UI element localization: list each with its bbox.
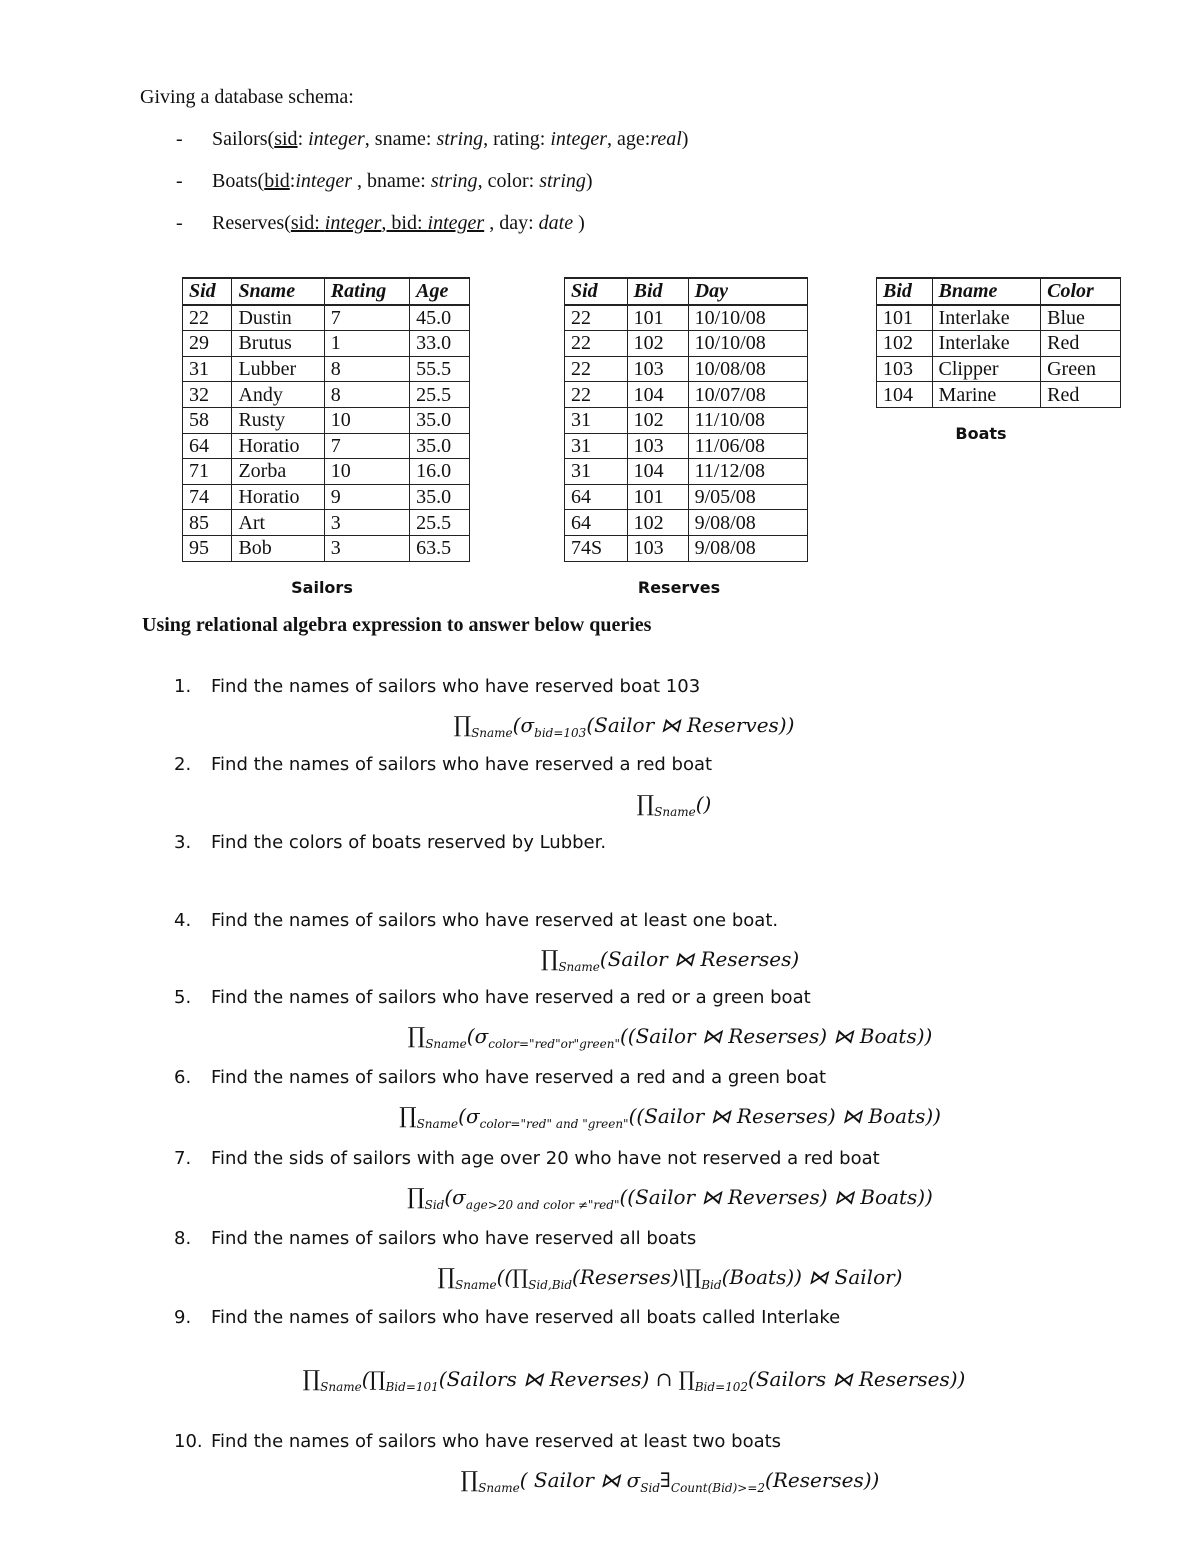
question-number: 8. [174, 1228, 192, 1249]
schema-reserves [176, 212, 585, 235]
question-6 [174, 1067, 826, 1088]
table-row [877, 331, 1121, 357]
boats-header-cell: Bname [932, 278, 1041, 305]
sailors-cell: 35.0 [410, 484, 470, 510]
reserves-cell: 104 [627, 459, 688, 485]
sailors-header-cell: Rating [324, 278, 409, 305]
answer-subscript: Bid [701, 1278, 722, 1292]
boats-cell: Green [1041, 356, 1121, 382]
sailors-cell: 85 [183, 510, 232, 536]
boats-cell: Red [1041, 331, 1121, 357]
answer-expr: (σ [444, 1185, 466, 1209]
sailors-cell: Brutus [232, 331, 324, 357]
answer-expr: (Sailors ⋈ Reserses)) [748, 1367, 966, 1391]
question-number: 2. [174, 754, 192, 775]
answer-6 [0, 1104, 1200, 1131]
schema-type: real [650, 128, 682, 150]
schema-text: : [297, 128, 309, 150]
question-text: Find the names of sailors who have reserved boat 103 [211, 676, 701, 697]
answer-expr: (σ [458, 1104, 480, 1128]
reserves-header-cell: Day [688, 278, 807, 305]
answer-4 [0, 947, 1200, 974]
sailors-cell: 35.0 [410, 433, 470, 459]
boats-header-cell: Bid [877, 278, 933, 305]
answer-expr: ( Sailor ⋈ σ [519, 1468, 641, 1492]
sailors-cell: 22 [183, 305, 232, 331]
answer-7 [0, 1185, 1200, 1212]
table-row [565, 459, 808, 485]
table-row [183, 331, 470, 357]
schema-type: integer [295, 170, 352, 192]
answer-expr: () [695, 792, 712, 816]
answer-expr: (Sailor ⋈ Reserses) [599, 947, 800, 971]
table-row [183, 459, 470, 485]
question-4 [174, 910, 778, 931]
table-row [565, 407, 808, 433]
table-row [565, 331, 808, 357]
answer-9 [0, 1367, 1200, 1394]
sailors-cell: 58 [183, 407, 232, 433]
sailors-cell: 7 [324, 305, 409, 331]
table-row [183, 510, 470, 536]
reserves-cell: 9/08/08 [688, 510, 807, 536]
sailors-cell: 45.0 [410, 305, 470, 331]
sailors-header-row [183, 278, 470, 305]
projection-symbol: ∏ [437, 1265, 456, 1290]
reserves-cell: 11/06/08 [688, 433, 807, 459]
sailors-cell: 25.5 [410, 382, 470, 408]
answer-subscript: Sname [416, 1117, 459, 1131]
sailors-cell: 63.5 [410, 535, 470, 561]
sailors-cell: Zorba [232, 459, 324, 485]
table-row [183, 535, 470, 561]
answer-expr: ((∏ [496, 1265, 529, 1289]
projection-symbol: ∏ [636, 792, 655, 817]
answer-expr: (∏ [361, 1367, 386, 1391]
boats-cell: 104 [877, 382, 933, 408]
schema-dash: - [176, 170, 183, 192]
sailors-header-cell: Sid [183, 278, 232, 305]
sailors-cell: 29 [183, 331, 232, 357]
schema-dash: - [176, 212, 183, 234]
schema-relation-name: Sailors( [212, 128, 275, 150]
sailors-cell: 74 [183, 484, 232, 510]
answer-expr: ((Sailor ⋈ Reserses) ⋈ Boats)) [628, 1104, 941, 1128]
question-3 [174, 832, 606, 853]
boats-cell: 101 [877, 305, 933, 331]
question-number: 1. [174, 676, 192, 697]
answer-8 [0, 1265, 1200, 1292]
sailors-cell: 10 [324, 407, 409, 433]
boats-cell: Red [1041, 382, 1121, 408]
table-row [183, 484, 470, 510]
projection-symbol: ∏ [453, 713, 472, 738]
answer-subscript: color="red" and "green" [479, 1117, 629, 1131]
question-number: 9. [174, 1307, 192, 1328]
reserves-cell: 104 [627, 382, 688, 408]
question-number: 10. [174, 1431, 203, 1452]
sailors-cell: Dustin [232, 305, 324, 331]
table-row [565, 484, 808, 510]
sailors-caption: Sailors [291, 578, 353, 597]
answer-expr: (Sailors ⋈ Reverses) ∩ ∏ [438, 1367, 695, 1391]
boats-table [876, 277, 1121, 408]
question-text: Find the colors of boats reserved by Lubber. [211, 832, 607, 853]
sailors-cell: 10 [324, 459, 409, 485]
reserves-cell: 103 [627, 433, 688, 459]
question-number: 4. [174, 910, 192, 931]
reserves-cell: 64 [565, 510, 628, 536]
reserves-caption: Reserves [637, 578, 721, 597]
boats-table-wrap [876, 277, 1121, 408]
intro-text: Giving a database schema: [140, 86, 354, 108]
question-text: Find the names of sailors who have reserved a red boat [211, 754, 713, 775]
answer-subscript: Sid [640, 1481, 661, 1495]
question-1 [174, 676, 700, 697]
answer-expr: (Reserses)) [765, 1468, 880, 1492]
sailors-cell: Bob [232, 535, 324, 561]
reserves-cell: 31 [565, 407, 628, 433]
sailors-table [182, 277, 470, 562]
sailors-cell: 3 [324, 535, 409, 561]
answer-subscript: Sname [320, 1380, 362, 1394]
sailors-cell: 32 [183, 382, 232, 408]
answer-expr: ((Sailor ⋈ Reverses) ⋈ Boats)) [619, 1185, 933, 1209]
table-row [183, 407, 470, 433]
table-row [565, 433, 808, 459]
answer-expr: (Reserses)\∏ [572, 1265, 702, 1289]
projection-symbol: ∏ [407, 1024, 426, 1049]
reserves-cell: 22 [565, 356, 628, 382]
projection-symbol: ∏ [540, 947, 559, 972]
boats-cell: Interlake [932, 331, 1041, 357]
question-text: Find the names of sailors who have reserved a red or a green boat [211, 987, 811, 1008]
answer-subscript: Sname [558, 960, 600, 974]
answer-subscript: Sname [455, 1278, 497, 1292]
table-row [565, 305, 808, 331]
schema-text: , age: [607, 128, 651, 150]
schema-text: , color: [477, 170, 540, 192]
schema-key: sid: [290, 212, 325, 234]
projection-symbol: ∏ [399, 1104, 417, 1129]
answer-expr: (Boats)) ⋈ Sailor) [721, 1265, 903, 1289]
reserves-cell: 22 [565, 382, 628, 408]
question-text: Find the sids of sailors with age over 20 who have not reserved a red boat [211, 1148, 880, 1169]
schema-boats [176, 170, 593, 193]
reserves-cell: 10/10/08 [688, 305, 807, 331]
reserves-header-cell: Sid [565, 278, 628, 305]
question-text: Find the names of sailors who have reserved at least one boat. [211, 910, 779, 931]
boats-cell: Marine [932, 382, 1041, 408]
boats-header-row [877, 278, 1121, 305]
boats-cell: 102 [877, 331, 933, 357]
answer-subscript: Sid [424, 1198, 445, 1212]
table-row [183, 382, 470, 408]
question-text: Find the names of sailors who have reserved all boats called Interlake [211, 1307, 841, 1328]
schema-text: , sname: [364, 128, 437, 150]
schema-type: date [538, 212, 574, 234]
sailors-cell: 64 [183, 433, 232, 459]
sailors-cell: 71 [183, 459, 232, 485]
answer-subscript: Bid=102 [694, 1380, 749, 1394]
table-row [877, 356, 1121, 382]
table-row [183, 433, 470, 459]
table-row [565, 356, 808, 382]
answer-subscript: Sname [654, 805, 696, 819]
schema-type: string [539, 170, 586, 192]
answer-expr: ((Sailor ⋈ Reserses) ⋈ Boats)) [619, 1024, 933, 1048]
sailors-cell: 95 [183, 535, 232, 561]
sailors-header-cell: Sname [232, 278, 324, 305]
schema-text: , rating: [483, 128, 551, 150]
answer-5 [0, 1024, 1200, 1051]
question-8 [174, 1228, 696, 1249]
sailors-table-wrap [182, 277, 470, 562]
schema-relation-name: Boats( [212, 170, 265, 192]
sailors-cell: Andy [232, 382, 324, 408]
reserves-cell: 64 [565, 484, 628, 510]
schema-text: ) [681, 128, 689, 150]
sailors-cell: Rusty [232, 407, 324, 433]
schema-text: , bname: [352, 170, 431, 192]
reserves-cell: 11/12/08 [688, 459, 807, 485]
sailors-cell: 8 [324, 356, 409, 382]
sailors-cell: Horatio [232, 484, 324, 510]
reserves-cell: 102 [627, 407, 688, 433]
boats-cell: Blue [1041, 305, 1121, 331]
sailors-cell: 25.5 [410, 510, 470, 536]
reserves-cell: 102 [627, 510, 688, 536]
answer-subscript: age>20 and color ≠"red" [465, 1198, 620, 1212]
reserves-cell: 31 [565, 459, 628, 485]
schema-type: integer [427, 212, 485, 234]
reserves-cell: 10/08/08 [688, 356, 807, 382]
sailors-cell: 35.0 [410, 407, 470, 433]
table-row [183, 356, 470, 382]
schema-key: bid [264, 170, 290, 192]
question-9 [174, 1307, 840, 1328]
sailors-cell: 7 [324, 433, 409, 459]
question-number: 3. [174, 832, 192, 853]
question-10 [174, 1431, 781, 1452]
schema-sailors [176, 128, 688, 151]
projection-symbol: ∏ [407, 1185, 425, 1210]
sailors-cell: 16.0 [410, 459, 470, 485]
reserves-cell: 22 [565, 331, 628, 357]
reserves-cell: 9/08/08 [688, 535, 807, 561]
question-number: 6. [174, 1067, 192, 1088]
boats-cell: Clipper [932, 356, 1041, 382]
reserves-cell: 9/05/08 [688, 484, 807, 510]
sailors-cell: 3 [324, 510, 409, 536]
sailors-cell: Horatio [232, 433, 324, 459]
table-row [565, 382, 808, 408]
reserves-cell: 10/10/08 [688, 331, 807, 357]
answer-subscript: color="red"or"green" [488, 1037, 620, 1051]
sailors-cell: 8 [324, 382, 409, 408]
answer-expr: (σ [466, 1024, 489, 1048]
reserves-cell: 22 [565, 305, 628, 331]
schema-text: : [289, 170, 296, 192]
sailors-cell: Art [232, 510, 324, 536]
reserves-header-cell: Bid [627, 278, 688, 305]
schema-key: , bid: [381, 212, 428, 234]
reserves-cell: 102 [627, 331, 688, 357]
schema-type: string [436, 128, 484, 150]
answer-expr: ∃ [660, 1468, 671, 1492]
question-text: Find the names of sailors who have reserved a red and a green boat [211, 1067, 827, 1088]
reserves-cell: 31 [565, 433, 628, 459]
sailors-cell: 31 [183, 356, 232, 382]
table-row [877, 305, 1121, 331]
schema-dash: - [176, 128, 183, 150]
answer-2 [0, 792, 1200, 819]
answer-expr: (Sailor ⋈ Reserves)) [586, 713, 795, 737]
question-text: Find the names of sailors who have reserved at least two boats [211, 1431, 782, 1452]
answer-1 [0, 713, 1200, 740]
schema-relation-name: Reserves( [212, 212, 291, 234]
sailors-cell: 1 [324, 331, 409, 357]
schema-text: ) [585, 170, 593, 192]
answer-subscript: bid=103 [534, 726, 587, 740]
table-row [183, 305, 470, 331]
answer-expr: (σ [512, 713, 535, 737]
boats-header-cell: Color [1041, 278, 1121, 305]
question-2 [174, 754, 712, 775]
projection-symbol: ∏ [460, 1468, 479, 1493]
schema-type: string [430, 170, 478, 192]
sailors-cell: Lubber [232, 356, 324, 382]
answer-subscript: Count(Bid)>=2 [670, 1481, 766, 1495]
reserves-cell: 11/10/08 [688, 407, 807, 433]
section-heading: Using relational algebra expression to answer below queries [142, 614, 652, 636]
table-row [565, 535, 808, 561]
sailors-header-cell: Age [410, 278, 470, 305]
reserves-cell: 103 [627, 356, 688, 382]
sailors-cell: 9 [324, 484, 409, 510]
schema-type: integer [308, 128, 365, 150]
reserves-cell: 101 [627, 305, 688, 331]
schema-key: sid [274, 128, 298, 150]
question-text: Find the names of sailors who have reserved all boats [211, 1228, 697, 1249]
answer-subscript: Bid=101 [385, 1380, 439, 1394]
reserves-header-row [565, 278, 808, 305]
boats-cell: Interlake [932, 305, 1041, 331]
question-5 [174, 987, 811, 1008]
reserves-cell: 74S [565, 535, 628, 561]
answer-subscript: Sname [471, 726, 513, 740]
projection-symbol: ∏ [302, 1367, 321, 1392]
answer-subscript: Sname [478, 1481, 520, 1495]
answer-subscript: Sid,Bid [528, 1278, 573, 1292]
boats-cell: 103 [877, 356, 933, 382]
sailors-cell: 55.5 [410, 356, 470, 382]
schema-text: ) [573, 212, 585, 234]
answer-subscript: Sname [425, 1037, 467, 1051]
reserves-cell: 103 [627, 535, 688, 561]
sailors-cell: 33.0 [410, 331, 470, 357]
answer-10 [0, 1468, 1200, 1495]
schema-type: integer [550, 128, 607, 150]
schema-type: integer [324, 212, 382, 234]
question-7 [174, 1148, 880, 1169]
question-number: 5. [174, 987, 192, 1008]
table-row [877, 382, 1121, 408]
reserves-cell: 101 [627, 484, 688, 510]
reserves-table-wrap [564, 277, 808, 562]
schema-text: , day: [484, 212, 539, 234]
table-row [565, 510, 808, 536]
reserves-table [564, 277, 808, 562]
question-number: 7. [174, 1148, 192, 1169]
reserves-cell: 10/07/08 [688, 382, 807, 408]
boats-caption: Boats [955, 424, 1007, 443]
